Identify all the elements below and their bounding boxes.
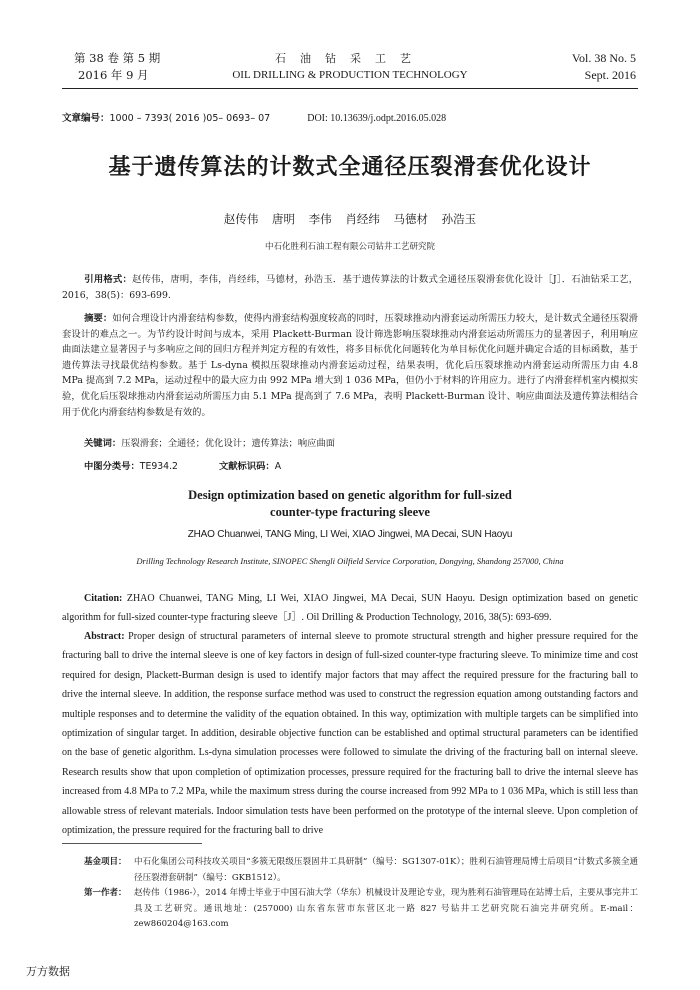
authors-en: ZHAO Chuanwei, TANG Ming, LI Wei, XIAO Jingwei, MA Decai, SUN Haoyu [187, 529, 513, 540]
footnote-rule [62, 843, 202, 844]
affiliation-en: Drilling Technology Research Institute, SINOPEC Shengli Oilfield Service Corporation, Dongying, Shandong 257000, China [136, 556, 564, 566]
date-cn: 2016 年 9 月 [78, 68, 149, 82]
doc-code: A [274, 461, 282, 472]
abstract-en-text: Proper design of structural parameters of internal sleeve to promote structural strength and higher pressure required for the fracturing ball to drive the internal sleeve is one of key factors in design of full-sized counter-type fracturing sleeve. To minimize time and cost required for design, Plackett-Burman design is used to identify major factors that may affect the required pressure for the fracturing ball to drive the internal sleeve. In addition, the response surface method was used to construct the regression equation among outstanding factors and multiple responses and to determine the validity of the equation obtained. In this way, optimization with multiple targets can be simplified into optimization of singular target. In addition, desirable objective function can be established and optimal structural parameters can be identified on the base of genetic algorithm. Ls-dyna simulation processes were followed to simulate the driving of the fracturing ball on internal sleeve. Research results show that upon completion of optimization processes, pressure required for the fracturing ball to drive the internal sleeve has increased from 4.8 MPa to 7.2 MPa, while the maximum stress during the course increased from 992 MPa to 1 036 MPa, which is still less than allowable stress of relevant materials. Indoor simulation tests have been performed on the prototype of the internal sleeve. Upon completion of optimization, the pressure required for the fracturing ball to drive [62, 631, 638, 837]
abstract-en-label: Abstract: [84, 631, 125, 642]
funding-text: 中石化集团公司科技攻关项目“多簇无限级压裂固井工具研制”（编号：SG1307-01K）；胜利石油管理局博士后项目“计数式多簇全通径压裂滑套研制”（编号：GKB1512）。 [134, 857, 638, 883]
header-issue-en [572, 50, 636, 84]
funding-label: 基金项目： [84, 857, 127, 867]
article-no-label: 文章编号： [62, 113, 110, 124]
first-author-label: 第一作者： [84, 888, 127, 898]
citation-en-label: Citation: [84, 593, 123, 604]
abstract-en [62, 627, 638, 840]
keywords-cn-label: 关键词： [84, 438, 122, 449]
page-title: 基于遗传算法的计数式全通径压裂滑套优化设计 [108, 155, 592, 180]
authors-cn: 赵传伟 唐明 李伟 肖经纬 马德材 孙浩玉 [223, 212, 477, 226]
volume-en: Vol. 38 No. 5 [571, 51, 636, 65]
clc-label: 中图分类号： [84, 461, 140, 472]
title-en [110, 487, 590, 521]
footnote-funding [84, 855, 638, 886]
doi: DOI: 10.13639/j.odpt.2016.05.028 [307, 113, 447, 124]
citation-en [62, 589, 638, 628]
header-rule [62, 88, 638, 89]
clc-code: TE934.2 [139, 461, 178, 472]
affiliation-cn: 中石化胜利石油工程有限公司钻井工艺研究院 [264, 242, 435, 252]
journal-header [200, 50, 500, 84]
citation-cn [62, 272, 638, 303]
abstract-cn [62, 311, 638, 420]
date-en: Sept. 2016 [584, 68, 636, 82]
volume-cn: 第 38 卷 第 5 期 [74, 51, 161, 65]
wanfang-watermark: 万方数据 [26, 965, 70, 978]
doc-code-label: 文献标识码： [218, 461, 275, 472]
abstract-cn-label: 摘要： [84, 313, 113, 324]
article-no: 1000 – 7393( 2016 )05– 0693– 07 [109, 113, 271, 124]
citation-cn-label: 引用格式： [84, 274, 133, 285]
header-issue-cn [74, 50, 160, 84]
classification [84, 458, 281, 472]
title-en-line1: Design optimization based on genetic algorithm for full-sized [188, 488, 512, 502]
footnote-first-author [84, 886, 638, 933]
first-author-text: 赵传伟（1986-），2014 年博士毕业于中国石油大学（华东）机械设计及理论专业，现为胜利石油管理局在站博士后，主要从事完井工具及工艺研究。通讯地址：(257000) 山东省东营市东营区北一路 827 号钻井工艺研究院石油完井研究所。E-mail：zew860204@163.com [134, 888, 638, 929]
journal-name-cn: 石油钻采工艺 [275, 52, 425, 65]
citation-cn-text: 赵传伟，唐明，李伟，肖经纬，马德材，孙浩玉．基于遗传算法的计数式全通径压裂滑套优化设计［J］．石油钻采工艺，2016，38(5)：693-699. [62, 274, 638, 301]
citation-en-text: ZHAO Chuanwei, TANG Ming, LI Wei, XIAO Jingwei, MA Decai, SUN Haoyu. Design optimization based on genetic algorithm for full-sized counter-type fracturing sleeve［J］. Oil Drilling & Production Technology, 2016, 38(5): 693-699. [62, 593, 638, 624]
article-meta [62, 110, 446, 124]
title-en-line2: counter-type fracturing sleeve [270, 505, 430, 519]
journal-name-en: OIL DRILLING & PRODUCTION TECHNOLOGY [232, 69, 468, 81]
keywords-cn [84, 435, 335, 449]
abstract-cn-text: 如何合理设计内滑套结构参数，使得内滑套结构强度较高的同时，压裂球推动内滑套运动所需压力较大，是计数式全通径压裂滑套设计的难点之一。为节约设计时间与成本，采用 Plackett-Burman 设计筛选影响压裂球推动内滑套运动所需压力的显著因子，利用响应曲面法建立显著因子与多响应之间的回归方程并判定方程的有效性，将多目标优化问题转化为单目标优化问题并确定合适的目标函数，基于遗传算法寻找最优结构参数。基于 Ls-dyna 模拟压裂球推动内滑套运动过程，结果表明，优化后压裂球推动内滑套运动所需压力由 4.8 MPa 提高到 7.2 MPa，运动过程中的最大应力由 992 MPa 增大到 1 036 MPa，但仍小于材料的许用应力。进行了内滑套样机室内模拟实验，优化后压裂球推动内滑套运动所需压力由 5.1 MPa 提高到了 7.6 MPa，表明 Plackett-Burman 设计、响应曲面法及遗传算法相结合用于优化内滑套结构参数是有效的。 [62, 313, 638, 418]
keywords-cn-text: 压裂滑套；全通径；优化设计；遗传算法；响应曲面 [121, 438, 336, 449]
